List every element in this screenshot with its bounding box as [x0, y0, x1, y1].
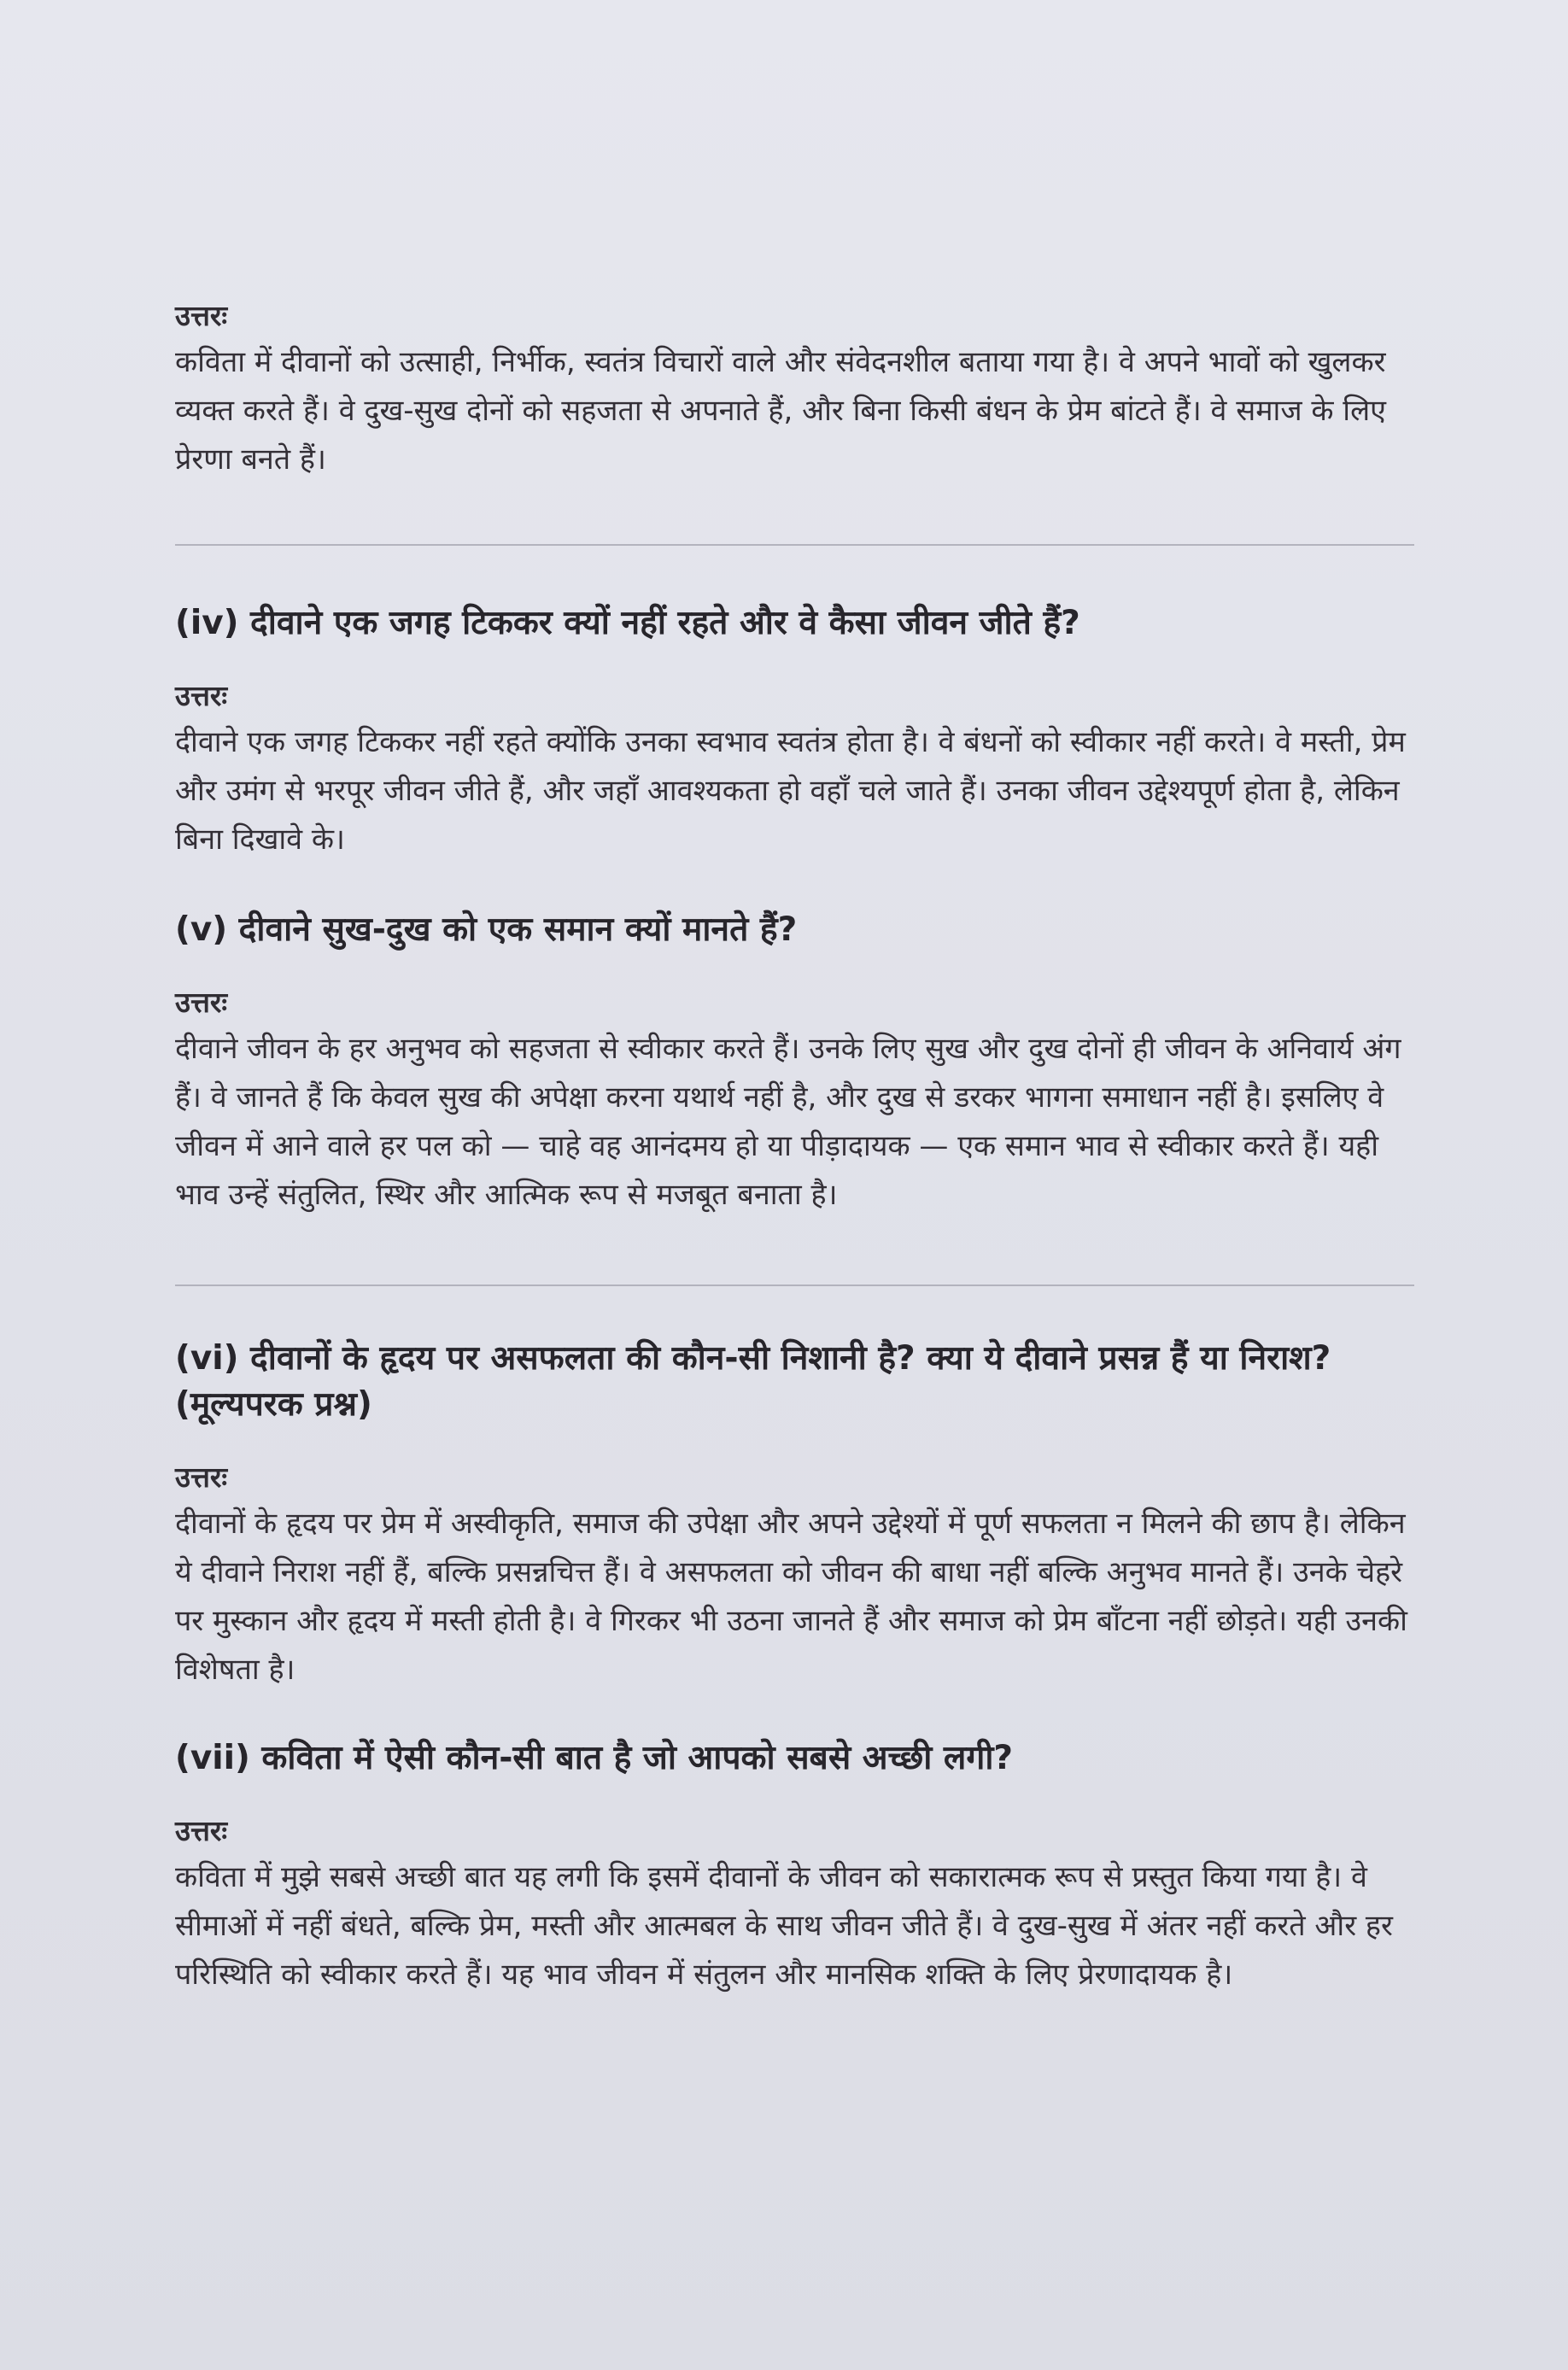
qa-block: [175, 1336, 1414, 1694]
question-heading: (v) दीवाने सुख-दुख को एक समान क्यों मानते हैं?: [175, 910, 798, 949]
answer-label: उत्तरः: [175, 679, 228, 712]
answer-label: उत्तरः: [175, 986, 228, 1019]
answer-label: उत्तरः: [175, 1814, 228, 1847]
answer-text: कविता में दीवानों को उत्साही, निर्भीक, स्वतंत्र विचारों वाले और संवेदनशील बताया गया है। वे अपने भावों को खुलकर व्यक्त करते हैं। वे दुख-सुख दोनों को सहजता से अपनाते हैं, और बिना किसी बंधन के प्रेम बांटते हैं। वे समाज के लिए प्रेरणा बनते हैं।: [175, 345, 1386, 477]
qa-block: [175, 907, 1414, 1220]
qa-block: [175, 1735, 1414, 1999]
answer-label: उत्तरः: [175, 299, 228, 332]
section-divider: [175, 544, 1414, 546]
answer-text: दीवाने जीवन के हर अनुभव को सहजता से स्वीकार करते हैं। उनके लिए सुख और दुख दोनों ही जीवन के अनिवार्य अंग हैं। वे जानते हैं कि केवल सुख की अपेक्षा करना यथार्थ नहीं है, और दुख से डरकर भागना समाधान नहीं है। इसलिए वे जीवन में आने वाले हर पल को — चाहे वह आनंदमय हो या पीड़ादायक — एक समान भाव से स्वीकार करते हैं। यही भाव उन्हें संतुलित, स्थिर और आत्मिक रूप से मजबूत बनाता है।: [175, 1032, 1401, 1212]
answer-text: कविता में मुझे सबसे अच्छी बात यह लगी कि इसमें दीवानों के जीवन को सकारात्मक रूप से प्रस्तुत किया गया है। वे सीमाओं में नहीं बंधते, बल्कि प्रेम, मस्ती और आत्मबल के साथ जीवन जीते हैं। वे दुख-सुख में अंतर नहीं करते और हर परिस्थिति को स्वीकार करते हैं। यह भाव जीवन में संतुलन और मानसिक शक्ति के लिए प्रेरणादायक है।: [175, 1860, 1393, 1992]
answer-label: उत्तरः: [175, 1460, 228, 1494]
question-heading: (vii) कविता में ऐसी कौन-सी बात है जो आपको सबसे अच्छी लगी?: [175, 1739, 1014, 1777]
section-divider: [175, 1284, 1414, 1286]
question-heading: (iv) दीवाने एक जगह टिककर क्यों नहीं रहते और वे कैसा जीवन जीते हैं?: [175, 604, 1080, 642]
qa-block: [175, 297, 1414, 484]
answer-text: दीवानों के हृदय पर प्रेम में अस्वीकृति, समाज की उपेक्षा और अपने उद्देश्यों में पूर्ण सफलता न मिलने की छाप है। लेकिन ये दीवाने निराश नहीं हैं, बल्कि प्रसन्नचित्त हैं। वे असफलता को जीवन की बाधा नहीं बल्कि अनुभव मानते हैं। उनके चेहरे पर मुस्कान और हृदय में मस्ती होती है। वे गिरकर भी उठना जानते हैं और समाज को प्रेम बाँटना नहीं छोड़ते। यही उनकी विशेषता है।: [175, 1507, 1407, 1687]
question-heading: (vi) दीवानों के हृदय पर असफलता की कौन-सी निशानी है? क्या ये दीवाने प्रसन्न हैं या निराश? (मूल्यपरक प्रश्न): [175, 1339, 1331, 1424]
answer-text: दीवाने एक जगह टिककर नहीं रहते क्योंकि उनका स्वभाव स्वतंत्र होता है। वे बंधनों को स्वीकार नहीं करते। वे मस्ती, प्रेम और उमंग से भरपूर जीवन जीते हैं, और जहाँ आवश्यकता हो वहाँ चले जाते हैं। उनका जीवन उद्देश्यपूर्ण होता है, लेकिन बिना दिखावे के।: [175, 725, 1406, 857]
qa-block: [175, 600, 1414, 864]
